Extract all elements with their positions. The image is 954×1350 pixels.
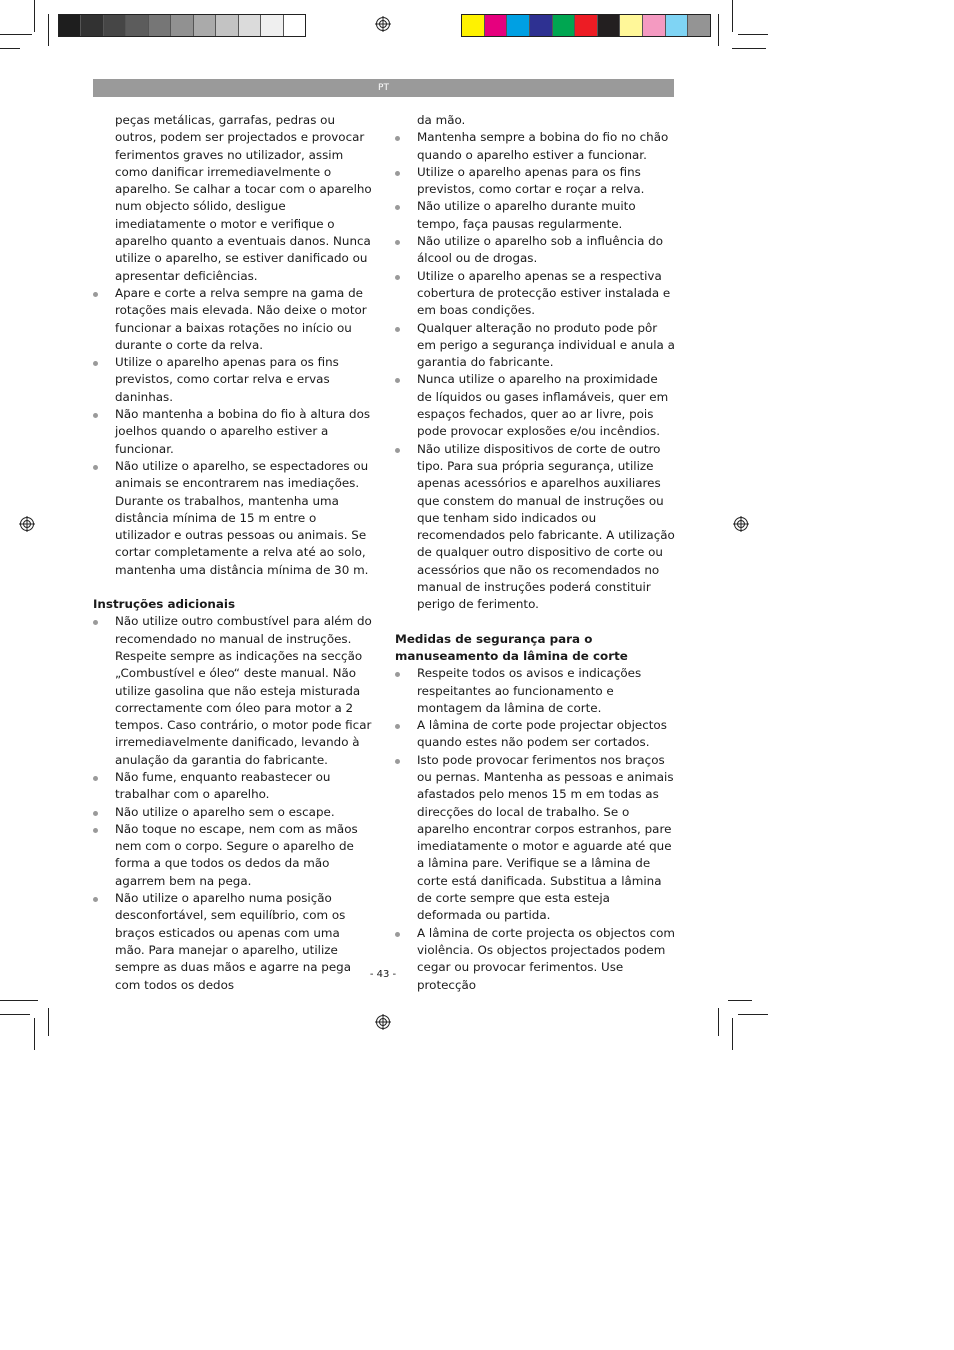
list-item: Utilize o aparelho apenas para os fins previstos, como cortar e roçar a relva. [395,164,675,199]
color-swatch [284,15,305,36]
crop-mark [0,1014,30,1015]
color-swatch [666,15,689,36]
color-swatch [620,15,643,36]
list-item: Mantenha sempre a bobina do fio no chão quando o aparelho estiver a funcionar. [395,129,675,164]
color-swatch [261,15,283,36]
color-swatch [530,15,553,36]
color-swatch [688,15,710,36]
color-swatch [149,15,171,36]
registration-mark-icon [375,1014,391,1030]
registration-mark-icon [375,16,391,32]
right-column [395,112,675,994]
list-item: Utilize o aparelho apenas para os fins previstos, como cortar relva e ervas daninhas. [93,354,373,406]
color-swatch [575,15,598,36]
list-item: Não utilize outro combustível para além do recomendado no manual de instruções. Respeite sempre as indicações na secção „Combustível e óleo“ deste manual. Não utilize gasolina que não esteja misturada correctamente com óleo para motor a 2 tempos. Caso contrário, o motor pode ficar irremediavelmente danificado, levando à anulação da garantia do fabricante. [93,613,373,769]
list-item: Não mantenha a bobina do fio à altura dos joelhos quando o aparelho estiver a funcionar. [93,406,373,458]
color-swatch [126,15,148,36]
registration-mark-icon [19,516,35,532]
color-swatch [81,15,103,36]
color-swatch [485,15,508,36]
list-item: Não utilize o aparelho, se espectadores ou animais se encontrarem nas imediações. Durante os trabalhos, mantenha uma distância mínima de 15 m entre o utilizador e outras pessoas ou animais. Se cortar completamente a relva até ao solo, mantenha uma distância mínima de 30 m. [93,458,373,579]
crop-mark [732,0,733,32]
crop-mark [48,1008,49,1036]
list-item: Utilize o aparelho apenas se a respectiva cobertura de protecção estiver instalada e em boas condições. [395,268,675,320]
left-column [93,112,373,994]
bullet-list [93,285,373,579]
color-swatch [553,15,576,36]
bullet-list [93,613,373,994]
list-item: A lâmina de corte projecta os objectos com violência. Os objectos projectados podem cegar ou provocar ferimentos. Use protecção [395,925,675,994]
list-item: Não utilize o aparelho numa posição desconfortável, sem equilíbrio, com os braços esticados ou apenas com uma mão. Para manejar o aparelho, utilize sempre as duas mãos e agarre na pega com todos os dedos [93,890,373,994]
crop-mark [34,0,35,32]
crop-mark [732,1018,733,1050]
list-item: Não utilize o aparelho sob a influência do álcool ou de drogas. [395,233,675,268]
section-heading: Medidas de segurança para o manuseamento da lâmina de corte [395,631,628,663]
color-swatch [216,15,238,36]
list-item: Respeite todos os avisos e indicações respeitantes ao funcionamento e montagem da lâmina de corte. [395,665,675,717]
list-item: Apare e corte a relva sempre na gama de rotações mais elevada. Não deixe o motor funcionar a baixas rotações no início ou durante o corte da relva. [93,285,373,354]
bullet-list [395,665,675,994]
color-swatch [462,15,485,36]
crop-mark [738,1014,768,1015]
color-swatch [194,15,216,36]
color-swatch [239,15,261,36]
color-swatch [171,15,193,36]
list-item: A lâmina de corte pode projectar objectos quando estes não podem ser cortados. [395,717,675,752]
section-heading: Instruções adicionais [93,597,236,612]
crop-mark [728,1000,752,1001]
color-swatch [59,15,81,36]
color-swatch [104,15,126,36]
grayscale-calibration-bar [58,14,306,37]
crop-mark [0,34,32,35]
color-swatch [598,15,621,36]
crop-mark [718,1008,719,1036]
registration-mark-icon [733,516,749,532]
list-item: Isto pode provocar ferimentos nos braços ou pernas. Mantenha as pessoas e animais afastados pelo menos 15 m em todas as direcções do local de trabalho. Se o aparelho encontrar corpos estranhos, pare imediatamente o motor e aguarde até que a lâmina pare. Verifique se a lâmina de corte está danificada. Substitua a lâmina de corte sempre que esta esteja deformada ou partida. [395,752,675,925]
continued-paragraph: peças metálicas, garrafas, pedras ou outros, podem ser projectados e provocar ferimentos graves no utilizador, assim como danificar irremediavelmente o aparelho. Se calhar a tocar com o aparelho num objecto sólido, desligue imediatamente o motor e verifique o aparelho quanto a eventuais danos. Nunca utilize o aparelho, se estiver danificado ou apresentar deficiências. [115,113,372,283]
continued-paragraph: da mão. [417,113,466,127]
list-item: Não fume, enquanto reabastecer ou trabalhar com o aparelho. [93,769,373,804]
crop-mark [48,14,49,46]
bullet-list [395,129,675,613]
list-item: Não utilize o aparelho durante muito tempo, faça pausas regularmente. [395,198,675,233]
crop-mark [34,1018,35,1050]
language-header: PT [93,79,674,97]
list-item: Não utilize dispositivos de corte de outro tipo. Para sua própria segurança, utilize apenas acessórios e aparelhos auxiliares que constem do manual de instruções ou que tenham sido indicados ou recomendados pelo fabricante. A utilização de qualquer outro dispositivo de corte ou acessórios que não os recomendados no manual de instruções poderá constituir perigo de ferimento. [395,441,675,614]
list-item: Não toque no escape, nem com as mãos nem com o corpo. Segure o aparelho de forma a que todos os dedos da mão agarrem bem na pega. [93,821,373,890]
list-item: Nunca utilize o aparelho na proximidade de líquidos ou gases inflamáveis, quer em espaços fechados, quer ao ar livre, pois pode provocar explosões e/ou incêndios. [395,371,675,440]
color-swatch [643,15,666,36]
list-item: Não utilize o aparelho sem o escape. [93,804,373,821]
crop-mark [718,14,719,46]
page-number: - 43 - [369,969,397,980]
crop-mark [0,1000,38,1001]
color-swatch [507,15,530,36]
color-calibration-bar [461,14,711,37]
crop-mark [732,48,766,49]
crop-mark [738,34,768,35]
crop-mark [0,48,20,49]
list-item: Qualquer alteração no produto pode pôr em perigo a segurança individual e anula a garantia do fabricante. [395,320,675,372]
